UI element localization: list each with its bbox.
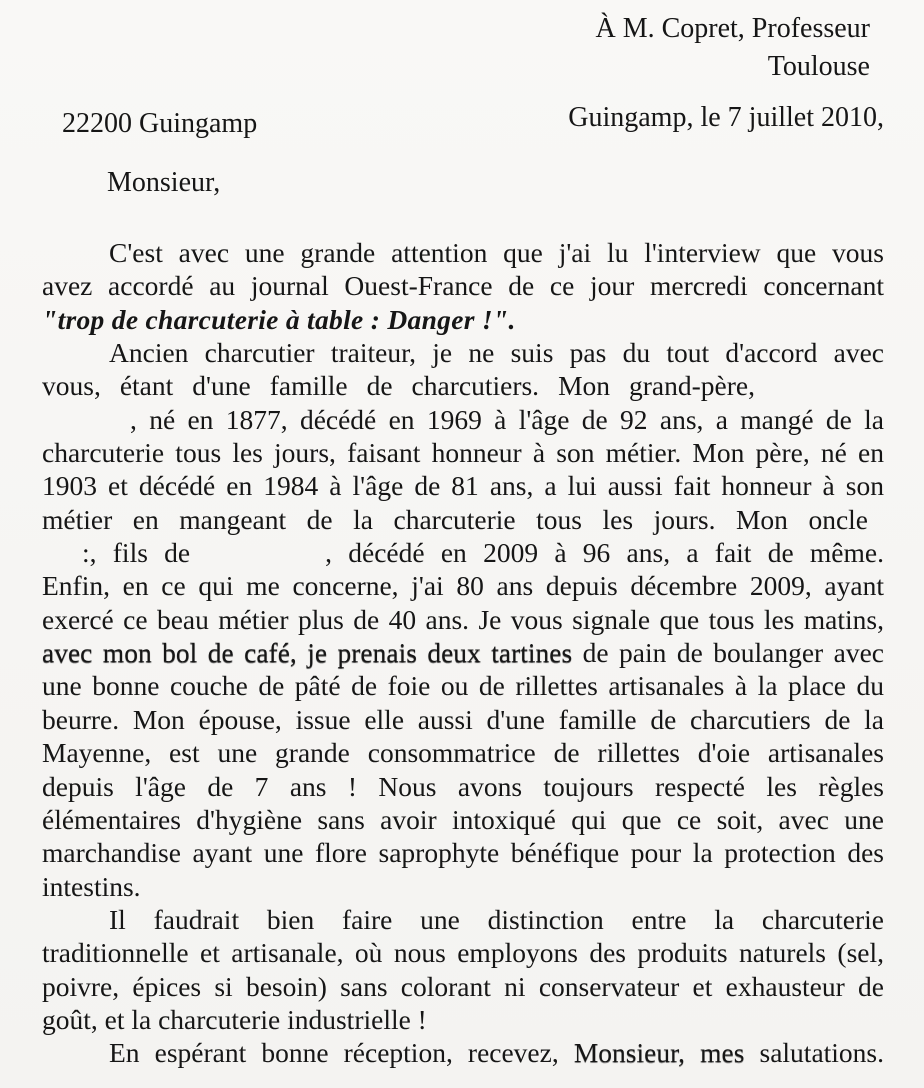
letter-line: traditionnelle et artisanale, où nous employons des produits naturels (sel, [42, 937, 884, 969]
letter-line: poivre, épices si besoin) sans colorant ni conservateur et exhausteur de [42, 970, 884, 1002]
letter-line-text: salutations. [759, 1037, 885, 1069]
letter-line: vous, étant d'une famille de charcutiers. Mon grand-père, [42, 370, 755, 402]
letter-body [42, 236, 884, 1070]
letter-line: Mayenne, est une grande consommatrice de rillettes d'oie artisanales [42, 737, 884, 769]
letter-line: Ancien charcutier traiteur, je ne suis pas du tout d'accord avec [109, 337, 884, 369]
letter-line-redacted [42, 403, 884, 436]
letter-line: Enfin, en ce qui me concerne, j'ai 80 ans depuis décembre 2009, ayant [42, 570, 884, 602]
letter-line-text: avec mon bol de café, je prenais deux tartines [42, 637, 573, 669]
letter-line: élémentaires d'hygiène sans avoir intoxiqué qui que ce soit, avec une [42, 803, 884, 835]
letter-line: avez accordé au journal Ouest-France de ce jour mercredi concernant [42, 270, 884, 302]
salutation: Monsieur, [107, 167, 221, 198]
letter-line: charcuterie tous les jours, faisant honneur à son métier. Mon père, né en [42, 437, 884, 469]
letter-line: exercé ce beau métier plus de 40 ans. Je vous signale que tous les matins, [42, 603, 884, 635]
sender-city: 22200 Guingamp [62, 108, 258, 139]
letter-line: intestins. [42, 870, 141, 902]
letter-line-text: :, fils de [82, 537, 191, 569]
letter-line: une bonne couche de pâté de foie ou de rillettes artisanales à la place du [42, 670, 884, 702]
letter-line: C'est avec une grande attention que j'ai lu l'interview que vous [109, 237, 884, 268]
letter-line-smeared [42, 636, 884, 669]
letter-line: 1903 et décédé en 1984 à l'âge de 81 ans, a lui aussi fait honneur à son [42, 470, 884, 502]
letter-line-text: , décédé en 2009 à 96 ans, a fait de même. [325, 537, 884, 569]
letter-line-closing [42, 1036, 884, 1069]
dateline: Guingamp, le 7 juillet 2010, [568, 102, 884, 133]
letter-line: goût, et la charcuterie industrielle ! [42, 1003, 427, 1035]
letter-line: marchandise ayant une flore saprophyte bénéfique pour la protection des [42, 837, 884, 869]
letter-line: depuis l'âge de 7 ans ! Nous avons toujours respecté les règles [42, 770, 884, 802]
letter-line-text: de pain de boulanger avec [582, 637, 885, 669]
recipient-city-line: Toulouse [767, 50, 870, 82]
recipient-block [595, 10, 870, 85]
recipient-name-line: À M. Copret, Professeur [595, 13, 870, 44]
letter-line-text: , né en 1877, décédé en 1969 à l'âge de 92 ans, a mangé de la [130, 403, 884, 435]
letter-line-redacted [42, 536, 884, 569]
letter-line: métier en mangeant de la charcuterie tous les jours. Mon oncle [42, 503, 868, 535]
letter-line: Il faudrait bien faire une distinction entre la charcuterie [109, 903, 884, 935]
letter-line-quote: "trop de charcuterie à table : Danger !". [42, 303, 516, 335]
letter-line-text: En espérant bonne réception, recevez, [109, 1037, 559, 1069]
letter-line-text: Monsieur, mes [573, 1037, 745, 1069]
letter-line: beurre. Mon épouse, issue elle aussi d'une famille de charcutiers de la [42, 703, 884, 735]
